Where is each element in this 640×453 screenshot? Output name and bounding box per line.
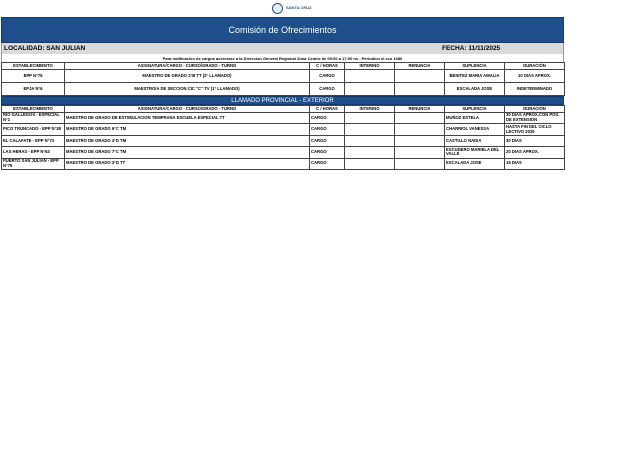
- col-header: C / HORAS: [310, 106, 345, 113]
- table-row: [2, 83, 565, 96]
- cell-interino: [345, 70, 395, 83]
- table-header-row: [2, 63, 565, 70]
- cell-renuncia: [395, 83, 445, 96]
- cell-suplencia: CHARRIOL VANESSA: [445, 124, 505, 135]
- cell-establecimiento: LAS HERAS - EPP N°63: [2, 147, 65, 158]
- cell-establecimiento: EPJA N°6: [2, 83, 65, 96]
- cell-establecimiento: EPP N°75: [2, 70, 65, 83]
- cell-interino: [345, 158, 395, 169]
- table-row: [2, 135, 565, 146]
- col-header: INTERINO: [345, 63, 395, 70]
- col-header: ASIGNATURA/CARGO - CURSO/GRADO - TURNO: [65, 63, 310, 70]
- cell-horas: CARGO: [310, 158, 345, 169]
- col-header: ESTABLECIMIENTO: [2, 63, 65, 70]
- cell-suplencia: BENITEZ MARIA AMALIA: [445, 70, 505, 83]
- cell-interino: [345, 113, 395, 124]
- col-header: DURACIÓN: [505, 63, 565, 70]
- col-header: RENUNCIA: [395, 106, 445, 113]
- cell-renuncia: [395, 124, 445, 135]
- cell-asignatura: MAESTRO DE GRADO 3°D TT: [65, 158, 310, 169]
- cell-duracion: 20 DIAS APROX.: [505, 147, 565, 158]
- col-header: SUPLENCIA: [445, 106, 505, 113]
- cell-establecimiento: PUERTO SAN JULIAN - EPP N°75: [2, 158, 65, 169]
- cell-renuncia: [395, 113, 445, 124]
- col-header: C / HORAS: [310, 63, 345, 70]
- cell-suplencia: MUÑOZ ESTELA: [445, 113, 505, 124]
- cell-interino: [345, 135, 395, 146]
- table-row: [2, 158, 565, 169]
- table-row: [2, 70, 565, 83]
- cell-interino: [345, 147, 395, 158]
- locality-label: LOCALIDAD: SAN JULIAN: [4, 45, 86, 52]
- section-title: LLAMADO PROVINCIAL - EXTERIOR: [1, 96, 564, 105]
- cell-duracion: HASTA FIN DEL CICLO LECTIVO 2025: [505, 124, 565, 135]
- cell-renuncia: [395, 147, 445, 158]
- cell-renuncia: [395, 70, 445, 83]
- cell-horas: CARGO: [310, 135, 345, 146]
- cell-asignatura: MAESTRO DE GRADO DE ESTIMULACION TEMPRANA ESCUELA ESPECIAL TT: [65, 113, 310, 124]
- cell-duracion: 15 DIAS: [505, 158, 565, 169]
- cell-horas: CARGO: [310, 70, 345, 83]
- cell-horas: CARGO: [310, 147, 345, 158]
- date-label: FECHA: 11/11/2025: [442, 45, 501, 52]
- col-header: ASIGNATURA/CARGO - CURSO/GRADO - TURNO: [65, 106, 310, 113]
- cell-asignatura: MAESTRO DE GRADO 2°B TT (2° LLAMADO): [65, 70, 310, 83]
- cell-duracion: INDETERMINADO: [505, 83, 565, 96]
- cell-establecimiento: EL CALAFATE - EPP N°73: [2, 135, 65, 146]
- col-header: RENUNCIA: [395, 63, 445, 70]
- col-header: DURACIÓN: [505, 106, 565, 113]
- local-offers-table: [1, 62, 565, 96]
- table-row: [2, 147, 565, 158]
- logo-line-2: SANTA CRUZ: [286, 5, 312, 10]
- page-title: Comisión de Ofrecimientos: [1, 17, 564, 43]
- table-row: [2, 124, 565, 135]
- cell-horas: CARGO: [310, 83, 345, 96]
- cell-asignatura: MAESTRO DE GRADO 4°D TM: [65, 135, 310, 146]
- table-header-row: [2, 106, 565, 113]
- col-header: SUPLENCIA: [445, 63, 505, 70]
- col-header: INTERINO: [345, 106, 395, 113]
- offers-sheet: [1, 17, 564, 170]
- notification-notice: Para notificación de cargos acercarse a la Direccion General Regional Zona Centro de 09:00 a 17:00 hs - Periodico el eco 1686: [1, 54, 564, 62]
- cell-suplencia: ESCALADA JOSE: [445, 83, 505, 96]
- locality-date-bar: [1, 43, 564, 54]
- cell-renuncia: [395, 158, 445, 169]
- cell-asignatura: MAESTRO DE GRADO 6°C TM: [65, 124, 310, 135]
- cell-suplencia: ESCALADA JOSE: [445, 158, 505, 169]
- cell-establecimiento: RIO GALLEGOS - ESPECIAL N°1: [2, 113, 65, 124]
- table-row: [2, 113, 565, 124]
- cell-duracion: 30 DIAS: [505, 135, 565, 146]
- cell-establecimiento: PICO TRUNCADO - EPP N°38: [2, 124, 65, 135]
- cell-renuncia: [395, 135, 445, 146]
- cell-duracion: 30 DIAS APROX.CON POS. DE EXTENSION: [505, 113, 565, 124]
- cell-horas: CARGO: [310, 124, 345, 135]
- col-header: ESTABLECIMIENTO: [2, 106, 65, 113]
- cell-horas: CARGO: [310, 113, 345, 124]
- cell-asignatura: MAESTRO DE GRADO 7°C TM: [65, 147, 310, 158]
- cell-interino: [345, 124, 395, 135]
- cell-asignatura: MAESTRO/A DE SECCION CIC "C" TV (1° LLAMADO): [65, 83, 310, 96]
- government-logo: [272, 2, 312, 14]
- cell-duracion: 10 DIAS APROX.: [505, 70, 565, 83]
- logo-text: [286, 6, 312, 10]
- cell-suplencia: ESCUDERO MARIELA DEL VALLE: [445, 147, 505, 158]
- province-seal-icon: [272, 3, 283, 14]
- cell-suplencia: CASTILLO NADIA: [445, 135, 505, 146]
- cell-interino: [345, 83, 395, 96]
- provincial-offers-table: [1, 105, 565, 170]
